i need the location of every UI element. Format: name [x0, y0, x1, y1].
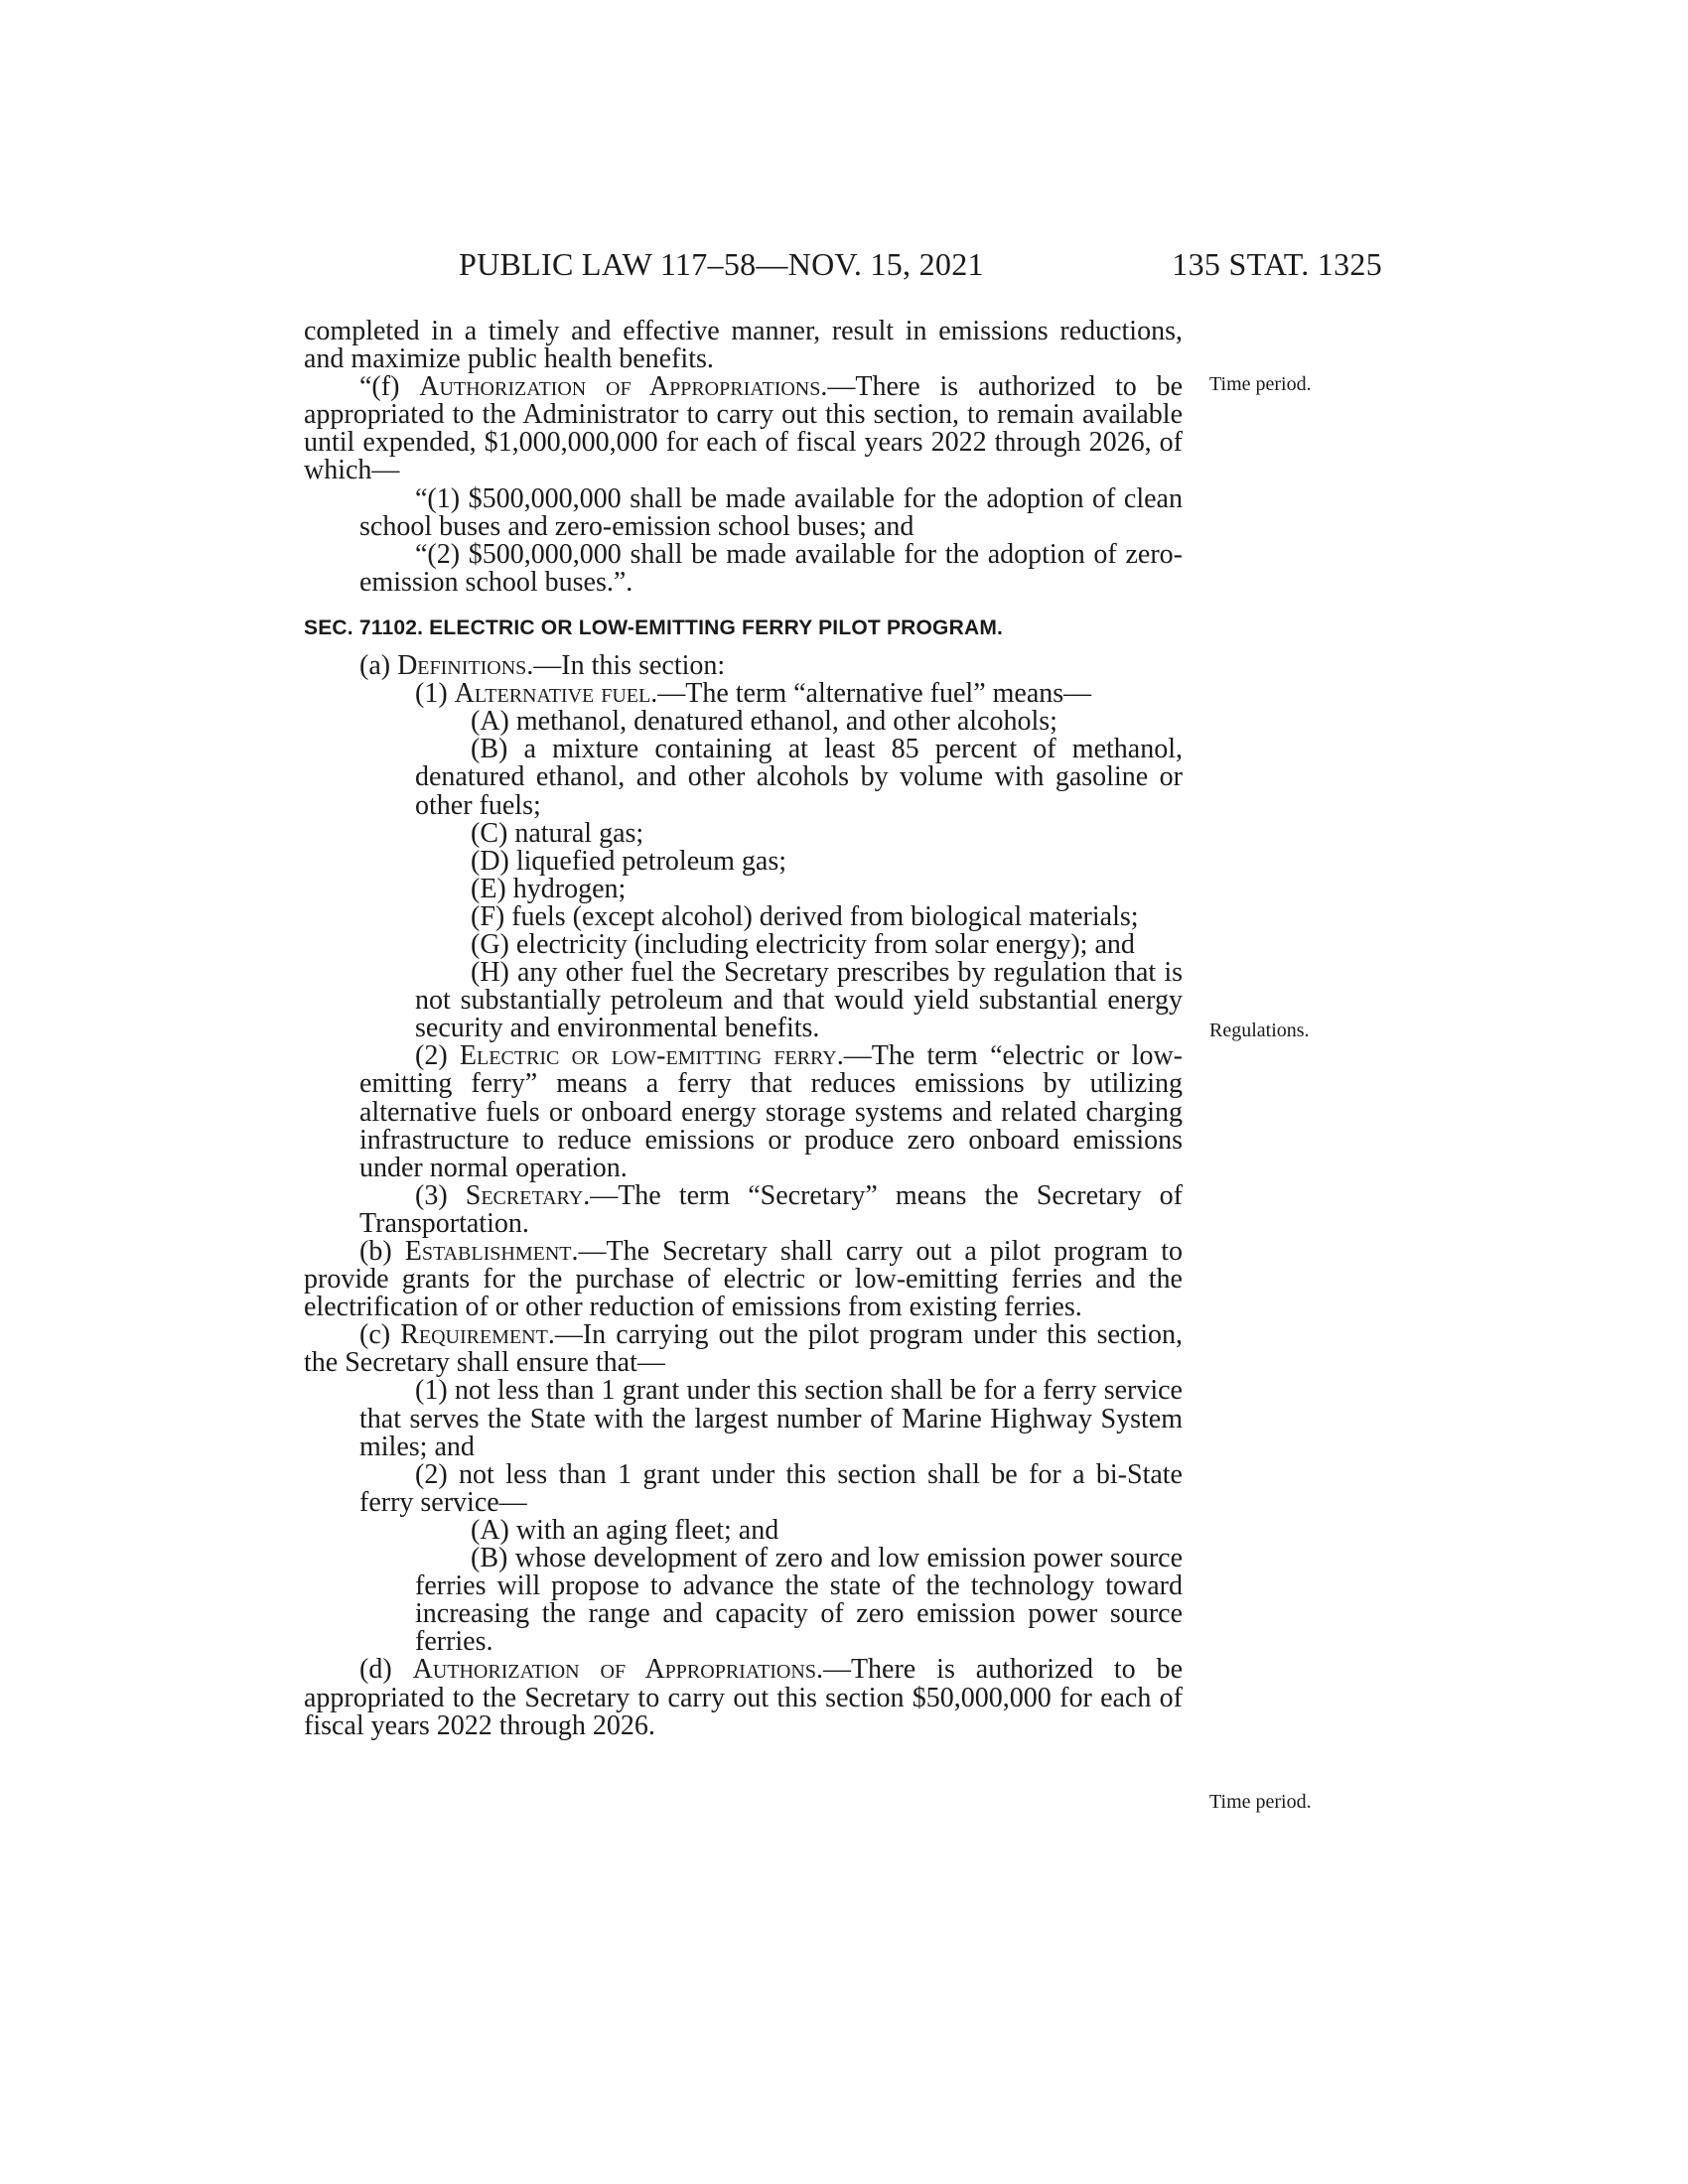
subsection-c-lead: (c): [359, 1319, 401, 1351]
document-body: [304, 318, 1183, 1740]
statute-page-number: 135 STAT. 1325: [1172, 246, 1382, 282]
subsection-f-text: .—There is authorized to be appropriated to the Administrator to carry out this section, to remain available until expended, $1,000,000,000 for each of fiscal years 2022 through 2026, of which—: [304, 371, 1184, 486]
subsection-a-title: Definitions: [397, 650, 527, 682]
subsection-b-title: Establishment: [404, 1236, 572, 1267]
paragraph-a-2-lead: (2): [415, 1040, 460, 1072]
margin-note-time-period-2: Time period.: [1209, 1791, 1312, 1813]
subsection-a-text: .—In this section:: [526, 650, 726, 682]
clause-c-B: (B) whose development of zero and low emission power source ferries will propose to advance the state of the technology toward increasing the range and capacity of zero emission power source ferries.: [415, 1543, 1183, 1658]
paragraph-continued: completed in a timely and effective manner, result in emissions reductions, and maximize public health benefits.: [304, 316, 1183, 375]
subsection-d-text: .—There is authorized to be appropriated to the Secretary to carry out this section $50,000,000 for each of fiscal years 2022 through 2026.: [304, 1654, 1184, 1741]
subsection-f: [304, 373, 1183, 484]
clause-c-A: (A) with an aging fleet; and: [471, 1514, 779, 1546]
subsection-a-lead: (a): [359, 650, 398, 682]
subsection-d-lead: (d): [359, 1654, 413, 1686]
paragraph-a-2-title: Electric or low-emitting ferry: [459, 1040, 837, 1072]
paragraph-a-3: [304, 1179, 1184, 1239]
clause-a-B: (B) a mixture containing at least 85 percent of methanol, denatured ethanol, and other alcohols by volume with gasoline or other fuels;: [415, 734, 1183, 821]
subsection-d: [304, 1656, 1183, 1739]
paragraph-a-1-lead: (1): [415, 678, 455, 710]
subsection-f-1: “(1) $500,000,000 shall be made available for the adoption of clean school buses and zero-emission school buses; and: [359, 482, 1183, 542]
clause-a-D: (D) liquefied petroleum gas;: [471, 845, 787, 877]
subsection-f-lead: “(f): [359, 371, 420, 403]
paragraph-c-1: (1) not less than 1 grant under this section shall be for a ferry service that serves the State with the largest number of Marine Highway System miles; and: [359, 1375, 1183, 1462]
clause-a-E: (E) hydrogen;: [471, 873, 627, 904]
paragraph-c-2: (2) not less than 1 grant under this section shall be for a bi-State ferry service—: [359, 1458, 1183, 1518]
paragraph-a-2-text: .—The term “electric or low-emitting ferry” means a ferry that reduces emissions by utilizing alternative fuels or onboard energy storage systems and related charging infrastructure to reduce emissions or produce zero onboard emissions under normal operation.: [359, 1040, 1184, 1183]
subsection-b-lead: (b): [359, 1236, 405, 1267]
paragraph-a-1-title: Alternative fuel: [454, 678, 651, 710]
paragraph-a-1-text: .—The term “alternative fuel” means—: [650, 678, 1092, 710]
subsection-f-2: “(2) $500,000,000 shall be made available for the adoption of zero-emission school buses.”.: [359, 538, 1183, 598]
subsection-c: [304, 1321, 1183, 1377]
subsection-f-title: Authorization of Appropriations: [419, 371, 821, 403]
clause-a-F: (F) fuels (except alcohol) derived from biological materials;: [471, 900, 1139, 932]
paragraph-a-3-lead: (3): [415, 1179, 466, 1211]
subsection-b: [304, 1238, 1183, 1321]
paragraph-a-1: [304, 680, 1183, 708]
subsection-b-text: .—The Secretary shall carry out a pilot program to provide grants for the purchase of electric or low-emitting ferries and the electrification of or other reduction of emissions from existing ferries.: [304, 1236, 1184, 1323]
margin-note-regulations: Regulations.: [1209, 1020, 1310, 1041]
clause-a-G: (G) electricity (including electricity from solar energy); and: [471, 928, 1135, 960]
margin-note-time-period-1: Time period.: [1209, 373, 1312, 395]
clause-a-H: (H) any other fuel the Secretary prescribes by regulation that is not substantially petroleum and that would yield substantial energy security and environmental benefits.: [415, 957, 1183, 1044]
subsection-c-title: Requirement: [400, 1319, 548, 1351]
clause-a-A: (A) methanol, denatured ethanol, and other alcohols;: [471, 706, 1057, 738]
subsection-a: [304, 652, 1183, 680]
paragraph-a-3-text: .—The term “Secretary” means the Secretary of Transportation.: [359, 1179, 1184, 1239]
clause-a-C: (C) natural gas;: [471, 817, 644, 849]
public-law-citation: PUBLIC LAW 117–58—NOV. 15, 2021: [459, 246, 984, 282]
section-heading: SEC. 71102. ELECTRIC OR LOW-EMITTING FERRY PILOT PROGRAM.: [304, 615, 1004, 639]
paragraph-a-2: [304, 1042, 1183, 1181]
subsection-c-text: .—In carrying out the pilot program under this section, the Secretary shall ensure that—: [304, 1319, 1183, 1379]
paragraph-a-3-title: Secretary: [465, 1179, 584, 1211]
subsection-d-title: Authorization of Appropriations: [412, 1654, 816, 1686]
